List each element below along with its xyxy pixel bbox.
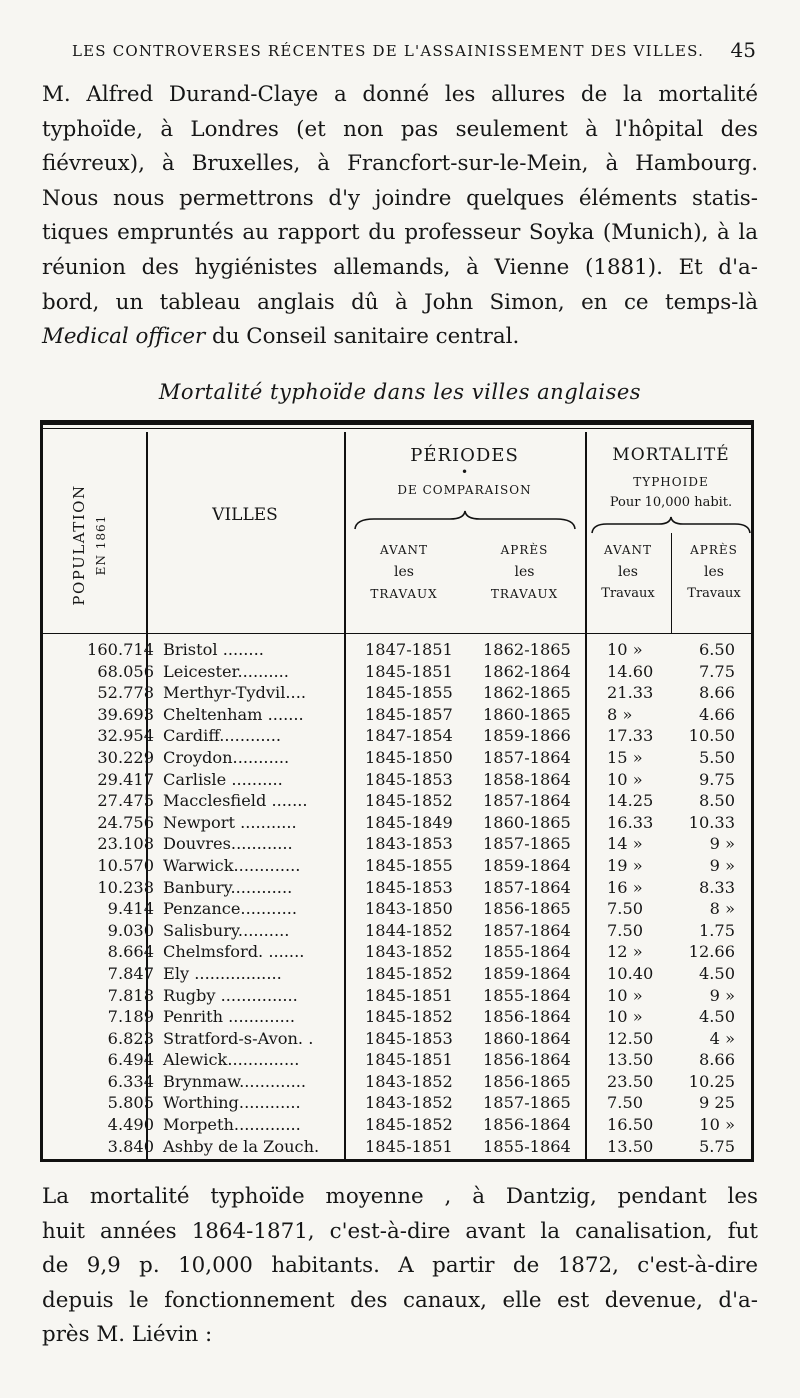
mortalite-avant-cell: 12 » [607, 942, 643, 962]
mortalite-apres-cell: 9 » [709, 855, 735, 875]
periode-avant-cell: 1845-1855 [365, 683, 453, 703]
population-cell: 9.414 [107, 899, 154, 919]
ville-cell: Penzance........... [163, 899, 298, 919]
table-row [43, 942, 751, 964]
table-row [43, 813, 751, 835]
periode-avant-cell: 1843-1852 [365, 942, 453, 962]
ville-cell: Newport ........... [163, 812, 297, 832]
table-row [43, 1072, 751, 1094]
table-row [43, 640, 751, 662]
periode-apres-cell: 1859-1864 [483, 855, 571, 875]
mortalite-subheader: TYPHOIDE [633, 475, 709, 489]
ville-cell: Carlisle .......... [163, 769, 283, 789]
periode-avant-cell: 1845-1851 [365, 661, 453, 681]
mortalite-apres-cell: 10 » [699, 1115, 735, 1135]
population-year: EN 1861 [94, 514, 108, 576]
population-cell: 68.056 [97, 661, 154, 681]
population-cell: 10.570 [97, 855, 154, 875]
ville-cell: Cardiff............ [163, 726, 281, 746]
table-row [43, 770, 751, 792]
table-row [43, 878, 751, 900]
intro-line: bord, un tableau anglais dû à John Simon, en ce temps-là [42, 289, 758, 315]
periode-avant-cell: 1844-1852 [365, 920, 453, 940]
mortalite-avant-header: AVANT les Travaux [601, 543, 655, 601]
intro-line: tiques empruntés au rapport du professeur Soyka (Munich), à la [42, 220, 758, 246]
mortalite-avant-cell: 13.50 [607, 1136, 654, 1156]
population-cell: 30.229 [97, 747, 154, 767]
table-row [43, 748, 751, 770]
ville-cell: Brynmaw............. [163, 1071, 307, 1091]
mortalite-avant-cell: 10 » [607, 1007, 643, 1027]
mortalite-apres-cell: 5.50 [698, 747, 735, 767]
running-header [72, 38, 756, 62]
intro-line: fiévreux), à Bruxelles, à Francfort-sur-le-Mein, à Hambourg. [42, 151, 758, 177]
periode-apres-cell: 1860-1865 [483, 704, 571, 724]
population-cell: 23.108 [97, 834, 154, 854]
population-cell: 29.417 [97, 769, 154, 789]
periode-avant-cell: 1843-1850 [365, 899, 453, 919]
mortalite-header: MORTALITÉ [612, 445, 730, 465]
population-cell: 4.490 [107, 1115, 154, 1135]
table-row [43, 662, 751, 684]
outro-line: près M. Liévin : [42, 1322, 213, 1348]
intro-line: Medical officer du Conseil sanitaire central. [42, 324, 520, 350]
population-cell: 160.714 [87, 640, 154, 659]
mortalite-avant-cell: 10 » [607, 769, 643, 789]
ville-cell: Alewick.............. [163, 1050, 300, 1070]
mortalite-avant-cell: 7.50 [607, 1093, 644, 1113]
ville-cell: Cheltenham ....... [163, 704, 304, 724]
ville-cell: Stratford-s-Avon. . [163, 1028, 314, 1048]
mortalite-avant-cell: 8 » [607, 704, 633, 724]
periode-avant-cell: 1843-1852 [365, 1071, 453, 1091]
population-cell: 8.664 [107, 942, 154, 962]
periode-apres-cell: 1856-1864 [483, 1050, 571, 1070]
periode-avant-cell: 1845-1852 [365, 963, 453, 983]
population-cell: 52.778 [97, 683, 154, 703]
periodes-header: PÉRIODES [410, 445, 519, 466]
table-row [43, 1137, 751, 1159]
mortalite-apres-cell: 6.50 [698, 640, 735, 659]
mortalite-avant-cell: 16.50 [607, 1115, 654, 1135]
ville-cell: Penrith ............. [163, 1007, 296, 1027]
periode-apres-cell: 1857-1865 [483, 834, 571, 854]
mortalite-apres-cell: 8.66 [698, 683, 735, 703]
ville-cell: Rugby ............... [163, 985, 298, 1005]
outro-line: La mortalité typhoïde moyenne , à Dantzig, pendant les [42, 1184, 758, 1209]
mortalite-avant-cell: 16.33 [607, 812, 654, 832]
ville-cell: Leicester.......... [163, 661, 289, 681]
periode-avant-cell: 1845-1853 [365, 1028, 453, 1048]
periode-apres-cell: 1856-1865 [483, 899, 571, 919]
mortalite-apres-cell: 9 » [709, 834, 735, 854]
table-row [43, 726, 751, 748]
ville-cell: Warwick............. [163, 855, 301, 875]
mortalite-apres-cell: 5.75 [698, 1136, 735, 1156]
table-caption: Mortalité typhoïde dans les villes anglaises [158, 380, 642, 404]
periode-avant-cell: 1845-1853 [365, 769, 453, 789]
periode-apres-cell: 1859-1866 [483, 726, 571, 746]
population-cell: 10.238 [97, 877, 154, 897]
mortalite-apres-cell: 7.75 [698, 661, 735, 681]
table-row [43, 899, 751, 921]
periode-avant-cell: 1845-1857 [365, 704, 453, 724]
table-row [43, 856, 751, 878]
running-title: LES CONTROVERSES RÉCENTES DE L'ASSAINISSEMENT DES VILLES. [72, 42, 705, 60]
population-label: POPULATION [70, 484, 88, 606]
mortalite-avant-cell: 16 » [607, 877, 643, 897]
periode-apres-cell: 1862-1865 [483, 640, 571, 659]
mortalite-avant-cell: 14 » [607, 834, 643, 854]
mortalite-apres-cell: 1.75 [698, 920, 735, 940]
intro-paragraph [42, 78, 758, 355]
periode-apres-cell: 1857-1864 [483, 920, 571, 940]
mortalite-apres-cell: 9 » [709, 985, 735, 1005]
intro-line: réunion des hygiénistes allemands, à Vienne (1881). Et d'a- [42, 254, 758, 280]
mortalite-avant-cell: 14.60 [607, 661, 654, 681]
periode-avant-header: AVANT les TRAVAUX [370, 543, 438, 601]
periode-avant-cell: 1843-1853 [365, 834, 453, 854]
ville-cell: Douvres............ [163, 834, 293, 854]
intro-line: Nous nous permettrons d'y joindre quelques éléments statis- [42, 185, 758, 211]
mortalite-avant-cell: 7.50 [607, 899, 644, 919]
ville-cell: Worthing............ [163, 1093, 301, 1113]
ville-cell: Salisbury.......... [163, 920, 290, 940]
intro-line: M. Alfred Durand-Claye a donné les allures de la mortalité [42, 82, 758, 107]
mortalite-avant-cell: 19 » [607, 855, 643, 875]
outro-line: depuis le fonctionnement des canaux, elle est devenue, d'a- [42, 1287, 758, 1313]
mortalite-avant-cell: 12.50 [607, 1028, 654, 1048]
mortalite-avant-cell: 17.33 [607, 726, 654, 746]
population-cell: 3.840 [107, 1136, 154, 1156]
periode-apres-cell: 1856-1864 [483, 1007, 571, 1027]
mortalite-avant-cell: 21.33 [607, 683, 654, 703]
mortalite-avant-cell: 23.50 [607, 1071, 654, 1091]
mortality-table [40, 420, 754, 1162]
mortalite-unit: Pour 10,000 habit. [609, 495, 733, 510]
table-row [43, 1050, 751, 1072]
population-cell: 6.494 [107, 1050, 154, 1070]
table-row [43, 1029, 751, 1051]
periodes-dot: • [460, 465, 469, 479]
population-cell: 7.189 [107, 1007, 154, 1027]
periode-avant-cell: 1845-1851 [365, 985, 453, 1005]
periode-apres-header: APRÈS les TRAVAUX [490, 543, 559, 601]
mortalite-apres-cell: 9 25 [698, 1093, 735, 1113]
population-cell: 9.030 [107, 920, 154, 940]
table-row [43, 921, 751, 943]
periode-apres-cell: 1855-1864 [483, 942, 571, 962]
mortalite-avant-cell: 10 » [607, 985, 643, 1005]
periode-apres-cell: 1856-1865 [483, 1071, 571, 1091]
population-cell: 6.823 [107, 1028, 154, 1048]
population-cell: 6.334 [107, 1071, 154, 1091]
population-header [55, 455, 125, 635]
ville-cell: Chelmsford. ....... [163, 942, 305, 962]
mortalite-avant-cell: 13.50 [607, 1050, 654, 1070]
mortalite-apres-cell: 8 » [709, 899, 735, 919]
population-cell: 5.805 [107, 1093, 154, 1113]
table-row [43, 1115, 751, 1137]
periode-apres-cell: 1862-1865 [483, 683, 571, 703]
mortalite-avant-cell: 10.40 [607, 963, 654, 983]
mortalite-apres-cell: 8.66 [698, 1050, 735, 1070]
periodes-brace [354, 509, 576, 531]
mortalite-apres-cell: 8.50 [698, 791, 735, 811]
periode-avant-cell: 1845-1853 [365, 877, 453, 897]
periode-avant-cell: 1845-1851 [365, 1050, 453, 1070]
outro-line: huit années 1864-1871, c'est-à-dire avant la canalisation, fut [42, 1218, 758, 1244]
table-row [43, 1007, 751, 1029]
table-row [43, 964, 751, 986]
periode-apres-cell: 1857-1865 [483, 1093, 571, 1113]
mortalite-avant-cell: 14.25 [607, 791, 654, 811]
periode-apres-cell: 1857-1864 [483, 747, 571, 767]
table-row [43, 705, 751, 727]
mortalite-avant-cell: 7.50 [607, 920, 644, 940]
periode-avant-cell: 1845-1849 [365, 812, 453, 832]
periodes-subheader: DE COMPARAISON [397, 483, 532, 497]
mortalite-apres-cell: 9.75 [698, 769, 735, 789]
population-cell: 27.475 [97, 791, 154, 811]
villes-header: VILLES [212, 505, 278, 525]
mortalite-apres-cell: 12.66 [688, 942, 735, 962]
periode-apres-cell: 1857-1864 [483, 877, 571, 897]
periode-apres-cell: 1860-1865 [483, 812, 571, 832]
periode-avant-cell: 1845-1850 [365, 747, 453, 767]
table-body [43, 640, 751, 1158]
table-row [43, 1093, 751, 1115]
mortalite-avant-cell: 10 » [607, 640, 643, 659]
periode-avant-cell: 1847-1851 [365, 640, 453, 659]
periode-apres-cell: 1862-1864 [483, 661, 571, 681]
periode-apres-cell: 1860-1864 [483, 1028, 571, 1048]
ville-cell: Morpeth............. [163, 1115, 301, 1135]
outro-line: de 9,9 p. 10,000 habitants. A partir de 1872, c'est-à-dire [42, 1253, 758, 1279]
table-row [43, 986, 751, 1008]
ville-cell: Merthyr-Tydvil.... [163, 683, 306, 703]
mortalite-apres-cell: 4.50 [698, 1007, 735, 1027]
mortalite-apres-cell: 10.25 [688, 1071, 735, 1091]
ville-cell: Banbury............ [163, 877, 293, 897]
ville-cell: Bristol ........ [163, 640, 264, 659]
periode-avant-cell: 1845-1852 [365, 1115, 453, 1135]
periode-avant-cell: 1845-1852 [365, 1007, 453, 1027]
mortalite-avant-cell: 15 » [607, 747, 643, 767]
population-cell: 24.756 [97, 812, 154, 832]
mortalite-apres-cell: 10.50 [688, 726, 735, 746]
closing-paragraph [42, 1180, 758, 1353]
intro-line: typhoïde, à Londres (et non pas seulement à l'hôpital des [42, 116, 758, 142]
periode-apres-cell: 1855-1864 [483, 985, 571, 1005]
mortalite-apres-cell: 4 » [709, 1028, 735, 1048]
periode-avant-cell: 1847-1854 [365, 726, 453, 746]
table-row [43, 683, 751, 705]
table-row [43, 791, 751, 813]
mortalite-apres-cell: 8.33 [698, 877, 735, 897]
population-cell: 7.818 [107, 985, 154, 1005]
periode-apres-cell: 1857-1864 [483, 791, 571, 811]
periode-avant-cell: 1845-1852 [365, 791, 453, 811]
periode-avant-cell: 1843-1852 [365, 1093, 453, 1113]
mortalite-apres-cell: 4.66 [698, 704, 735, 724]
periode-apres-cell: 1859-1864 [483, 963, 571, 983]
table-double-rule [43, 428, 751, 429]
periode-apres-cell: 1855-1864 [483, 1136, 571, 1156]
population-cell: 39.693 [97, 704, 154, 724]
mortalite-apres-cell: 4.50 [698, 963, 735, 983]
ville-cell: Croydon........... [163, 747, 290, 767]
header-rule [43, 633, 751, 634]
periode-apres-cell: 1858-1864 [483, 769, 571, 789]
ville-cell: Ely ................. [163, 963, 282, 983]
table-row [43, 834, 751, 856]
mortalite-brace [591, 515, 751, 535]
ville-cell: Macclesfield ....... [163, 791, 308, 811]
page-number: 45 [730, 38, 756, 62]
ville-cell: Ashby de la Zouch. [163, 1136, 320, 1156]
population-cell: 32.954 [97, 726, 154, 746]
mortalite-apres-cell: 10.33 [688, 812, 735, 832]
population-cell: 7.847 [107, 963, 154, 983]
mortalite-apres-header: APRÈS les Travaux [687, 543, 741, 601]
periode-avant-cell: 1845-1851 [365, 1136, 453, 1156]
periode-avant-cell: 1845-1855 [365, 855, 453, 875]
periode-apres-cell: 1856-1864 [483, 1115, 571, 1135]
